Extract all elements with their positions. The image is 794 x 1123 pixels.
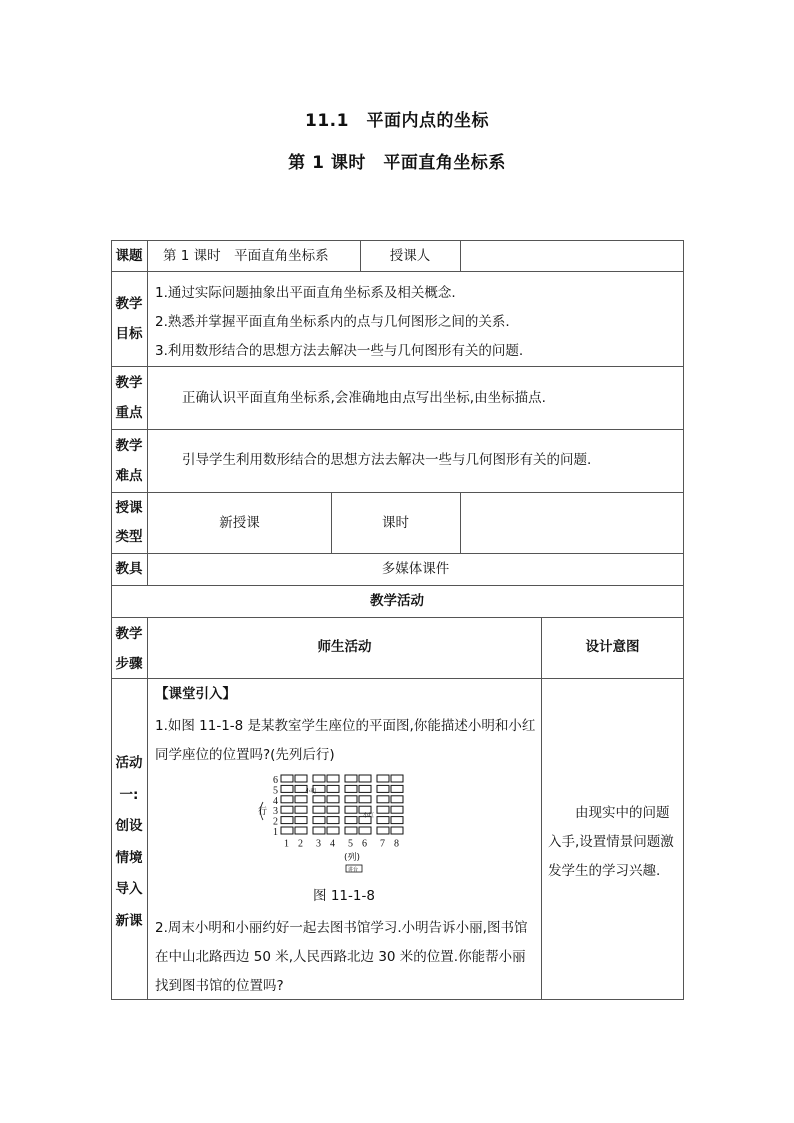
- column-number: 2: [298, 838, 303, 850]
- seat-desk: [345, 785, 357, 792]
- type-label: 授课 类型: [115, 500, 143, 545]
- xiaohong-label: 小红: [363, 813, 375, 819]
- seat-desk: [281, 806, 293, 813]
- seat-desk: [281, 775, 293, 782]
- topic-value: 第 1 课时 平面直角坐标系: [163, 248, 329, 264]
- seat-desk: [391, 775, 403, 782]
- seat-desk: [327, 796, 339, 803]
- seat-desk: [295, 827, 307, 834]
- seat-desk: [313, 827, 325, 834]
- seat-desk: [327, 775, 339, 782]
- seat-desk: [377, 785, 389, 792]
- design-intent: 由现实中的问题入手,设置情景问题激发学生的学习兴趣.: [548, 805, 674, 879]
- seat-desk: [391, 817, 403, 824]
- key-label: 教学 重点: [115, 375, 143, 421]
- column-number: 7: [380, 838, 385, 850]
- page-title: 11.1 平面内点的坐标: [305, 111, 489, 131]
- seat-desk: [345, 827, 357, 834]
- xiaoming-label: 小明: [305, 789, 317, 795]
- activity1-label: 活动 一: 创设 情境 导入 新课: [115, 755, 143, 929]
- col-activity-header: 师生活动: [317, 639, 372, 655]
- tools-label: 教具: [115, 561, 143, 577]
- seat-desk: [281, 796, 293, 803]
- question-1: 1.如图 11-1-8 是某教室学生座位的平面图,你能描述小明和小红同学座位的位置吗?(先列后行): [155, 718, 536, 763]
- seat-desk: [327, 806, 339, 813]
- seat-desk: [327, 827, 339, 834]
- key-text: 正确认识平面直角坐标系,会准确地由点写出坐标,由坐标描点.: [182, 390, 546, 406]
- seat-desk: [295, 817, 307, 824]
- row-number: 3: [273, 806, 278, 818]
- seat-desk: [345, 806, 357, 813]
- goal-item: 2.熟悉并掌握平面直角坐标系内的点与几何图形之间的关系.: [155, 314, 510, 330]
- col-intent-header: 设计意图: [585, 639, 640, 655]
- seat-desk: [359, 796, 371, 803]
- steps-label: 教学 步骤: [115, 626, 143, 672]
- goals-list: [155, 279, 680, 366]
- tools-value: 多媒体课件: [381, 561, 450, 577]
- seat-desk: [359, 775, 371, 782]
- column-number: 6: [362, 838, 367, 850]
- difficult-label: 教学 难点: [115, 438, 143, 484]
- seat-desk: [391, 785, 403, 792]
- seat-desk: [313, 796, 325, 803]
- type-value: 新授课: [219, 515, 260, 531]
- seat-desk: [295, 796, 307, 803]
- goal-item: 3.利用数形结合的思想方法去解决一些与几何图形有关的问题.: [155, 343, 524, 359]
- activities-header: 教学活动: [370, 593, 424, 609]
- hours-label: 课时: [382, 515, 409, 531]
- seat-desk: [377, 775, 389, 782]
- teacher-desk-label: 讲台: [348, 867, 359, 873]
- seat-desk: [295, 775, 307, 782]
- column-number: 3: [316, 838, 321, 850]
- row-number: 6: [273, 775, 278, 786]
- seat-desk: [313, 775, 325, 782]
- svg-text:行: 行: [258, 807, 268, 817]
- seat-desk: [391, 806, 403, 813]
- topic-label: 课题: [115, 248, 143, 264]
- seat-desk: [327, 785, 339, 792]
- column-number: 1: [284, 838, 289, 850]
- row-number: 1: [273, 827, 278, 838]
- figure-caption: 图 11-1-8: [313, 888, 375, 904]
- row-number: 4: [273, 795, 278, 807]
- goal-item: 1.通过实际问题抽象出平面直角坐标系及相关概念.: [155, 285, 456, 301]
- goals-label: 教学 目标: [115, 296, 143, 342]
- seat-desk: [313, 817, 325, 824]
- seat-desk: [345, 817, 357, 824]
- teacher-label: 授课人: [389, 248, 431, 264]
- seat-desk: [345, 796, 357, 803]
- question-2: 2.周末小明和小丽约好一起去图书馆学习.小明告诉小丽,图书馆在中山北路西边 50 米,人民西路北边 30 米的位置.你能帮小丽找到图书馆的位置吗?: [155, 920, 528, 994]
- intro-heading: 【课堂引入】: [155, 686, 236, 702]
- column-number: 5: [348, 838, 353, 850]
- row-number: 5: [273, 785, 278, 797]
- seat-desk: [359, 785, 371, 792]
- seat-desk: [345, 775, 357, 782]
- difficult-text: 引导学生利用数形结合的思想方法去解决一些与几何图形有关的问题.: [182, 452, 592, 468]
- column-number: 4: [330, 838, 335, 850]
- seat-desk: [391, 827, 403, 834]
- seat-desk: [377, 827, 389, 834]
- seat-desk: [313, 806, 325, 813]
- seat-desk: [377, 817, 389, 824]
- seat-desk: [295, 806, 307, 813]
- page-subtitle: 第 1 课时 平面直角坐标系: [288, 153, 506, 173]
- seat-desk: [281, 827, 293, 834]
- seat-desk: [359, 827, 371, 834]
- seating-figure: [255, 772, 445, 876]
- row-number: 2: [273, 816, 278, 828]
- seat-desk: [281, 785, 293, 792]
- column-number: 8: [394, 838, 399, 850]
- row-axis-label: [258, 802, 267, 820]
- col-axis-label: (列): [344, 853, 361, 863]
- seat-desk: [377, 796, 389, 803]
- seat-desk: [391, 796, 403, 803]
- seat-desk: [281, 817, 293, 824]
- seat-desk: [327, 817, 339, 824]
- seat-desk: [377, 806, 389, 813]
